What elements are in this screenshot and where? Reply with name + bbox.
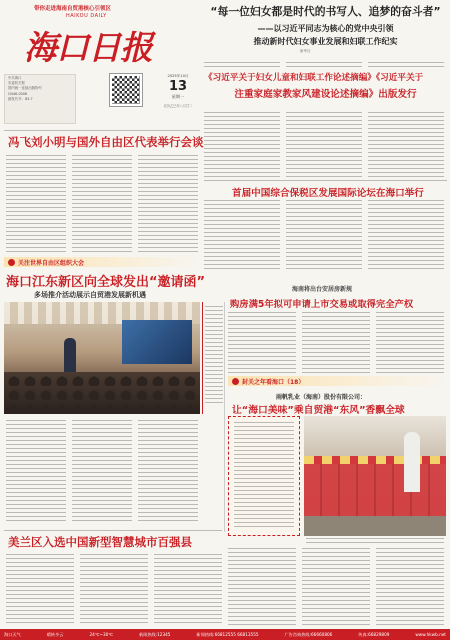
book-body-3 bbox=[368, 112, 444, 178]
expo-body-3 bbox=[138, 420, 198, 524]
meilan-rule bbox=[4, 530, 222, 531]
spring-label-dot-icon bbox=[232, 378, 239, 385]
expo-photo bbox=[4, 302, 200, 414]
spring-title: 让“海口美味”乘自贸港“东风”香飘全球 bbox=[232, 405, 405, 416]
book-title-line1: 《习近平关于妇女儿童和妇联工作论述摘编》《习近平关于 bbox=[204, 73, 424, 83]
expo-caption bbox=[205, 306, 223, 406]
forum-body-2 bbox=[286, 200, 362, 270]
lead-source: 新华社 bbox=[300, 49, 311, 53]
lead-story bbox=[204, 4, 447, 66]
meilan-body-2 bbox=[80, 554, 148, 626]
lead-title: “每一位妇女都是时代的书写人、追梦的奋斗者” bbox=[210, 5, 441, 18]
info-line: 中共海口 bbox=[8, 76, 22, 80]
left-story-body-3 bbox=[138, 155, 198, 253]
meilan-body-1 bbox=[6, 554, 74, 626]
forum-sub-body-1 bbox=[228, 312, 296, 374]
footer-weather-desc: 晴转多云 bbox=[46, 631, 64, 637]
book-story bbox=[204, 71, 447, 111]
spring-body-2 bbox=[302, 548, 370, 626]
forum-body-3 bbox=[368, 200, 444, 270]
spring-quote bbox=[234, 422, 294, 530]
left-story-body-2 bbox=[72, 155, 132, 253]
spring-body-1 bbox=[228, 548, 296, 626]
spring-photo-caption bbox=[306, 538, 444, 544]
footer-bar bbox=[0, 629, 450, 640]
expo-label-dot-icon bbox=[8, 259, 15, 266]
footer-temperature: 24℃~30℃ bbox=[89, 632, 114, 637]
spring-body-3 bbox=[376, 548, 444, 626]
date-weekday: 星期一 bbox=[171, 94, 185, 99]
footer-news-line: 新闻热线:66812555 66813555 bbox=[196, 631, 259, 637]
left-story-body-1 bbox=[6, 155, 66, 253]
expo-title: 海口江东新区向全球发出“邀请函” bbox=[6, 275, 206, 290]
footer-ad-line: 广告咨询热线:66660806 bbox=[284, 631, 333, 637]
qr-code bbox=[110, 74, 142, 106]
masthead-name-en: HAIKOU DAILY bbox=[66, 13, 107, 19]
footer-fax: 传真:66829809 bbox=[358, 631, 390, 637]
info-line: 邮发代号：83-7 bbox=[8, 96, 33, 101]
spring-kicker: 雨帆乳业（海南）股份有限公司： bbox=[276, 394, 367, 401]
info-line: CN46-0006 bbox=[8, 91, 28, 96]
meilan-title: 美兰区入选中国新型智慧城市百强县 bbox=[8, 535, 192, 549]
forum-title: 首届中国综合保税区发展国际论坛在海口举行 bbox=[232, 188, 424, 199]
book-body-2 bbox=[286, 112, 362, 178]
footer-weather: 海口天气 bbox=[4, 631, 21, 637]
lead-body-3 bbox=[368, 62, 444, 70]
expo-body-2 bbox=[72, 420, 132, 524]
book-title-line2: 注重家庭家教家风建设论述摘编》出版发行 bbox=[234, 89, 417, 100]
expo-label bbox=[8, 258, 84, 267]
date-day: 13 bbox=[168, 79, 188, 94]
forum-sub-title: 购房满5年拟可申请上市交易或取得完全产权 bbox=[230, 299, 414, 310]
masthead-logo: 海口日报 bbox=[24, 28, 152, 67]
lead-body-2 bbox=[286, 62, 362, 70]
masthead bbox=[4, 2, 200, 130]
date-small: 2025年10月 bbox=[167, 74, 189, 78]
expo-label-text: 关注世界自由区组织大会 bbox=[18, 260, 85, 267]
spring-label-text: 封关之年看海口（18） bbox=[242, 379, 305, 386]
lead-subtitle: ——以习近平同志为核心的党中央引领 bbox=[257, 24, 394, 33]
photo-worker bbox=[404, 432, 420, 492]
expo-subtitle: 多场推介活动展示自贸港发展新机遇 bbox=[34, 291, 146, 299]
forum-sub-body-2 bbox=[302, 312, 370, 374]
spring-label bbox=[232, 377, 304, 386]
info-line: 市委机关报 bbox=[8, 81, 25, 86]
masthead-info-lines bbox=[8, 76, 42, 102]
issue-line: 农历乙巳年八月廿二 bbox=[163, 104, 193, 108]
forum-rule bbox=[204, 180, 447, 181]
photo-figure bbox=[64, 338, 76, 372]
expo-body-1 bbox=[6, 420, 66, 524]
forum-body-1 bbox=[204, 200, 280, 270]
lead-subtitle-2: 推动新时代妇女事业发展和妇联工作纪实 bbox=[253, 37, 398, 46]
photo-screen bbox=[122, 320, 192, 364]
forum-sub-kicker: 海南将出台安居房新规 bbox=[292, 286, 353, 293]
expo-side-rule bbox=[224, 302, 225, 532]
masthead-slogan: 带你走进海南自贸港核心引领区 bbox=[34, 6, 112, 12]
date-block bbox=[156, 74, 200, 108]
photo-floor bbox=[304, 516, 446, 536]
spring-photo-main bbox=[304, 416, 446, 536]
lead-body-1 bbox=[204, 62, 280, 70]
photo-boxes-top bbox=[304, 456, 446, 464]
footer-hotline: 新闻热线:12345 bbox=[138, 631, 171, 637]
photo-boxes bbox=[304, 456, 446, 516]
info-line: 国内统一连续出版物号 bbox=[8, 86, 42, 91]
footer-website[interactable]: www.hkwb.net bbox=[415, 632, 446, 637]
left-story-title: 冯飞刘小明与国外自由区代表举行会谈 bbox=[8, 135, 204, 149]
forum-sub-body-3 bbox=[376, 312, 444, 374]
meilan-body-3 bbox=[154, 554, 222, 626]
book-body-1 bbox=[204, 112, 280, 178]
photo-audience bbox=[4, 372, 200, 414]
left-story-rule bbox=[4, 130, 200, 131]
